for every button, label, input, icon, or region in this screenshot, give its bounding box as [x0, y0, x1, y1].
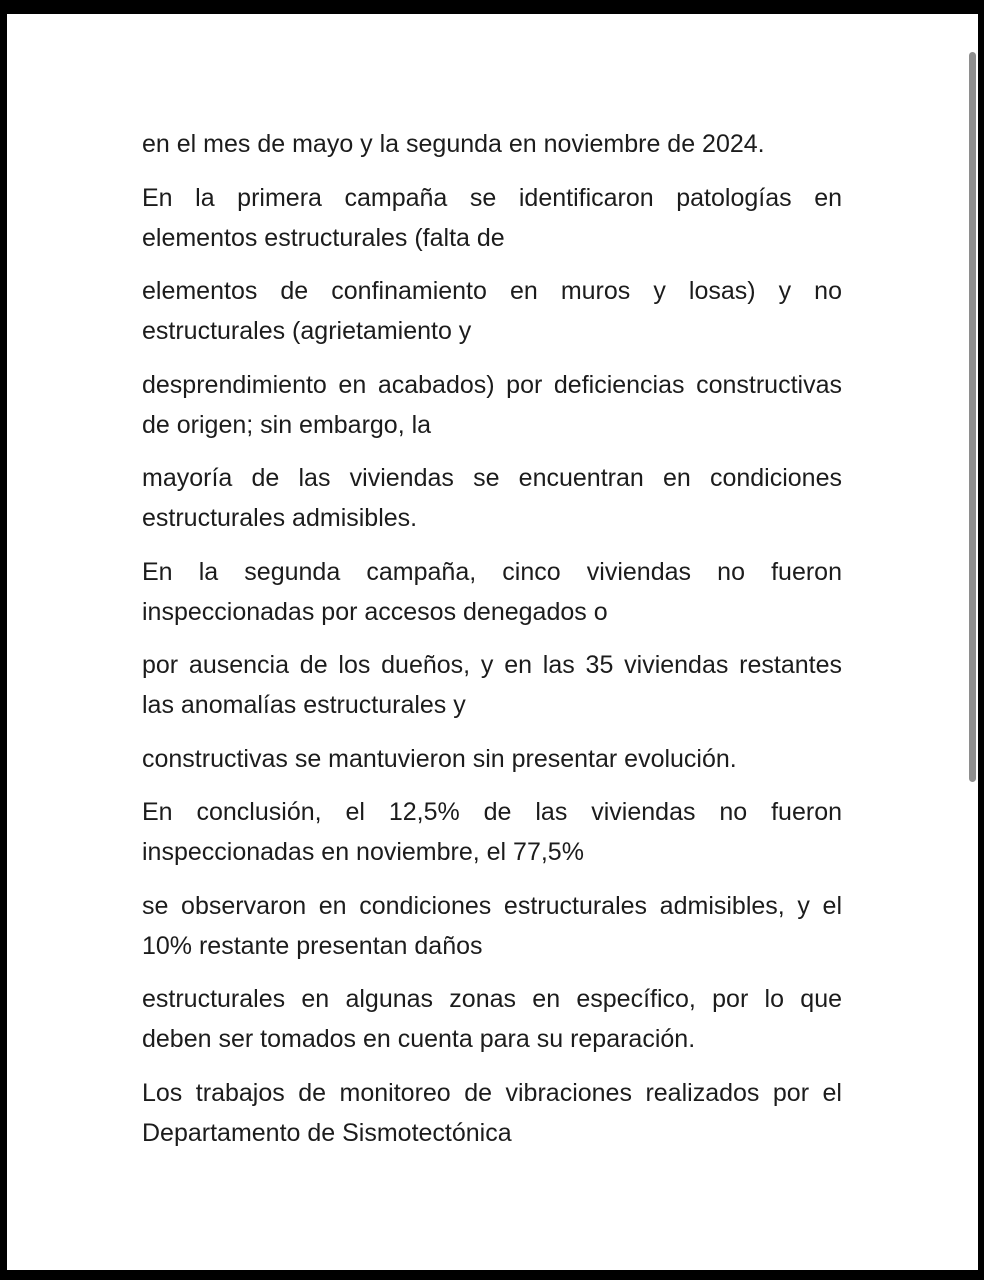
paragraph-1: en el mes de mayo y la segunda en noviembre de 2024. — [142, 130, 765, 158]
paragraph-11: estructurales en algunas zonas en específico, por lo que deben ser tomados en cuenta para su reparación. — [142, 985, 842, 1053]
paragraph-7: por ausencia de los dueños, y en las 35 viviendas restantes las anomalías estructurales y — [142, 651, 842, 719]
document-body — [142, 124, 842, 1153]
paragraph-2: En la primera campaña se identificaron patologías en elementos estructurales (falta de — [142, 183, 842, 252]
document-page — [7, 14, 978, 1270]
scrollbar-thumb[interactable] — [969, 52, 976, 782]
paragraph-4: desprendimiento en acabados) por deficiencias constructivas de origen; sin embargo, la — [142, 370, 842, 439]
paragraph-12: Los trabajos de monitoreo de vibraciones realizados por el Departamento de Sismotectónica — [142, 1078, 842, 1147]
paragraph-10: se observaron en condiciones estructurales admisibles, y el 10% restante presentan daños — [142, 891, 842, 960]
paragraph-5: mayoría de las viviendas se encuentran en condiciones estructurales admisibles. — [142, 464, 842, 532]
paragraph-6: En la segunda campaña, cinco viviendas no fueron inspeccionadas por accesos denegados o — [142, 557, 842, 626]
paragraph-3: elementos de confinamiento en muros y losas) y no estructurales (agrietamiento y — [142, 277, 842, 345]
paragraph-9: En conclusión, el 12,5% de las viviendas no fueron inspeccionadas en noviembre, el 77,5% — [142, 798, 842, 866]
paragraph-8: constructivas se mantuvieron sin presentar evolución. — [142, 744, 737, 773]
vertical-scrollbar[interactable] — [968, 50, 978, 785]
